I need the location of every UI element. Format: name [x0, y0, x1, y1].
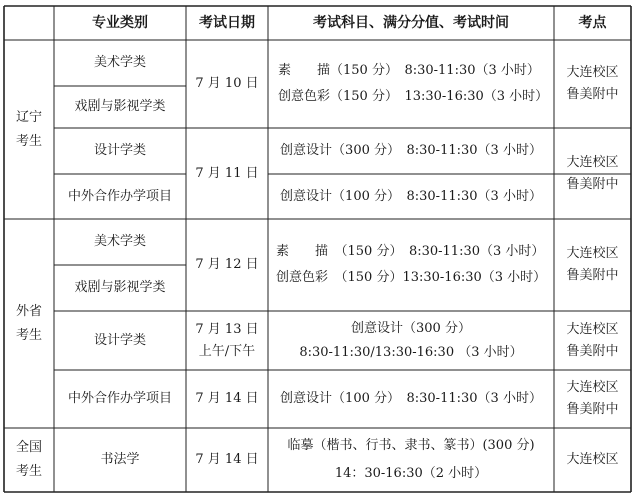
header-subjects: 考试科目、满分分值、考试时间: [313, 15, 509, 31]
site-row-3: [554, 219, 631, 311]
site-row-2: [554, 128, 631, 219]
site-row-4: [554, 311, 631, 370]
subjects-row-1: [268, 40, 554, 128]
site-row-6: 大连校区: [566, 452, 619, 467]
subject-color: 创意色彩 （150 分）13:30-16:30（3 小时）: [276, 270, 547, 285]
date-row-4-day: 7 月 13 日: [195, 321, 259, 337]
category-ln-drama: 戏剧与影视学类: [74, 99, 166, 114]
subject-sketch: 素 描 （150 分） 8:30-11:30（3 小时）: [276, 244, 545, 259]
subject-design: 创意设计（300 分）: [351, 320, 471, 336]
header-category: 专业类别: [92, 15, 148, 31]
site-campus: 大连校区: [566, 246, 619, 261]
category-ln-coop: 中外合作办学项目: [67, 188, 172, 204]
subject-sketch: 素 描（150 分） 8:30-11:30（3 小时）: [278, 63, 540, 78]
date-row-4-session: 上午/下午: [198, 343, 256, 359]
category-ot-coop: 中外合作办学项目: [67, 391, 172, 406]
date-row-4: [186, 311, 268, 370]
subjects-row-7: [268, 428, 554, 492]
category-ot-design: 设计学类: [93, 332, 146, 348]
subject-copying: 临摹（楷书、行书、隶书、篆书）(300 分): [287, 438, 535, 453]
site-school: 鲁美附中: [566, 343, 619, 359]
category-ot-art: 美术学类: [93, 234, 146, 249]
header-site: 考点: [578, 15, 607, 31]
site-school: 鲁美附中: [566, 87, 619, 102]
category-ln-art: 美术学类: [93, 55, 146, 70]
group-national: 全国 考生: [15, 440, 42, 479]
site-school: 鲁美附中: [566, 268, 619, 283]
site-campus: 大连校区: [566, 380, 619, 395]
category-ot-drama: 戏剧与影视学类: [74, 280, 166, 295]
date-row-3: 7 月 12 日: [195, 257, 259, 272]
subjects-row-5: [268, 311, 554, 370]
site-row-5: [554, 370, 631, 428]
date-row-2: 7 月 11 日: [195, 165, 259, 181]
header-date: 考试日期: [199, 15, 255, 31]
subject-design-time: 8:30-11:30/13:30-16:30 （3 小时）: [299, 344, 523, 360]
site-campus: 大连校区: [566, 321, 619, 337]
subjects-row-2: 创意设计（300 分） 8:30-11:30（3 小时）: [280, 143, 542, 158]
subject-color: 创意色彩（150 分） 13:30-16:30（3 小时）: [278, 89, 549, 104]
site-school: 鲁美附中: [566, 402, 619, 417]
category-ln-design: 设计学类: [93, 143, 146, 158]
site-row-1: [554, 40, 631, 128]
site-campus: 大连校区: [566, 65, 619, 80]
category-nat-calligraphy: 书法学: [100, 452, 140, 467]
date-row-5: 7 月 14 日: [195, 391, 259, 406]
group-other-province: 外省 考生: [15, 303, 42, 343]
date-row-1: 7 月 10 日: [195, 76, 259, 91]
group-liaoning: 辽宁 考生: [15, 109, 42, 149]
subject-copying-time: 14：30-16:30（2 小时）: [334, 466, 488, 481]
subjects-row-3: 创意设计（100 分） 8:30-11:30（3 小时）: [280, 188, 542, 204]
subjects-row-4: [268, 219, 554, 311]
subjects-row-6: 创意设计（100 分） 8:30-11:30（3 小时）: [280, 391, 542, 406]
site-school: 鲁美附中: [566, 176, 619, 192]
date-row-6: 7 月 14 日: [195, 452, 259, 467]
site-campus: 大连校区: [566, 154, 619, 170]
